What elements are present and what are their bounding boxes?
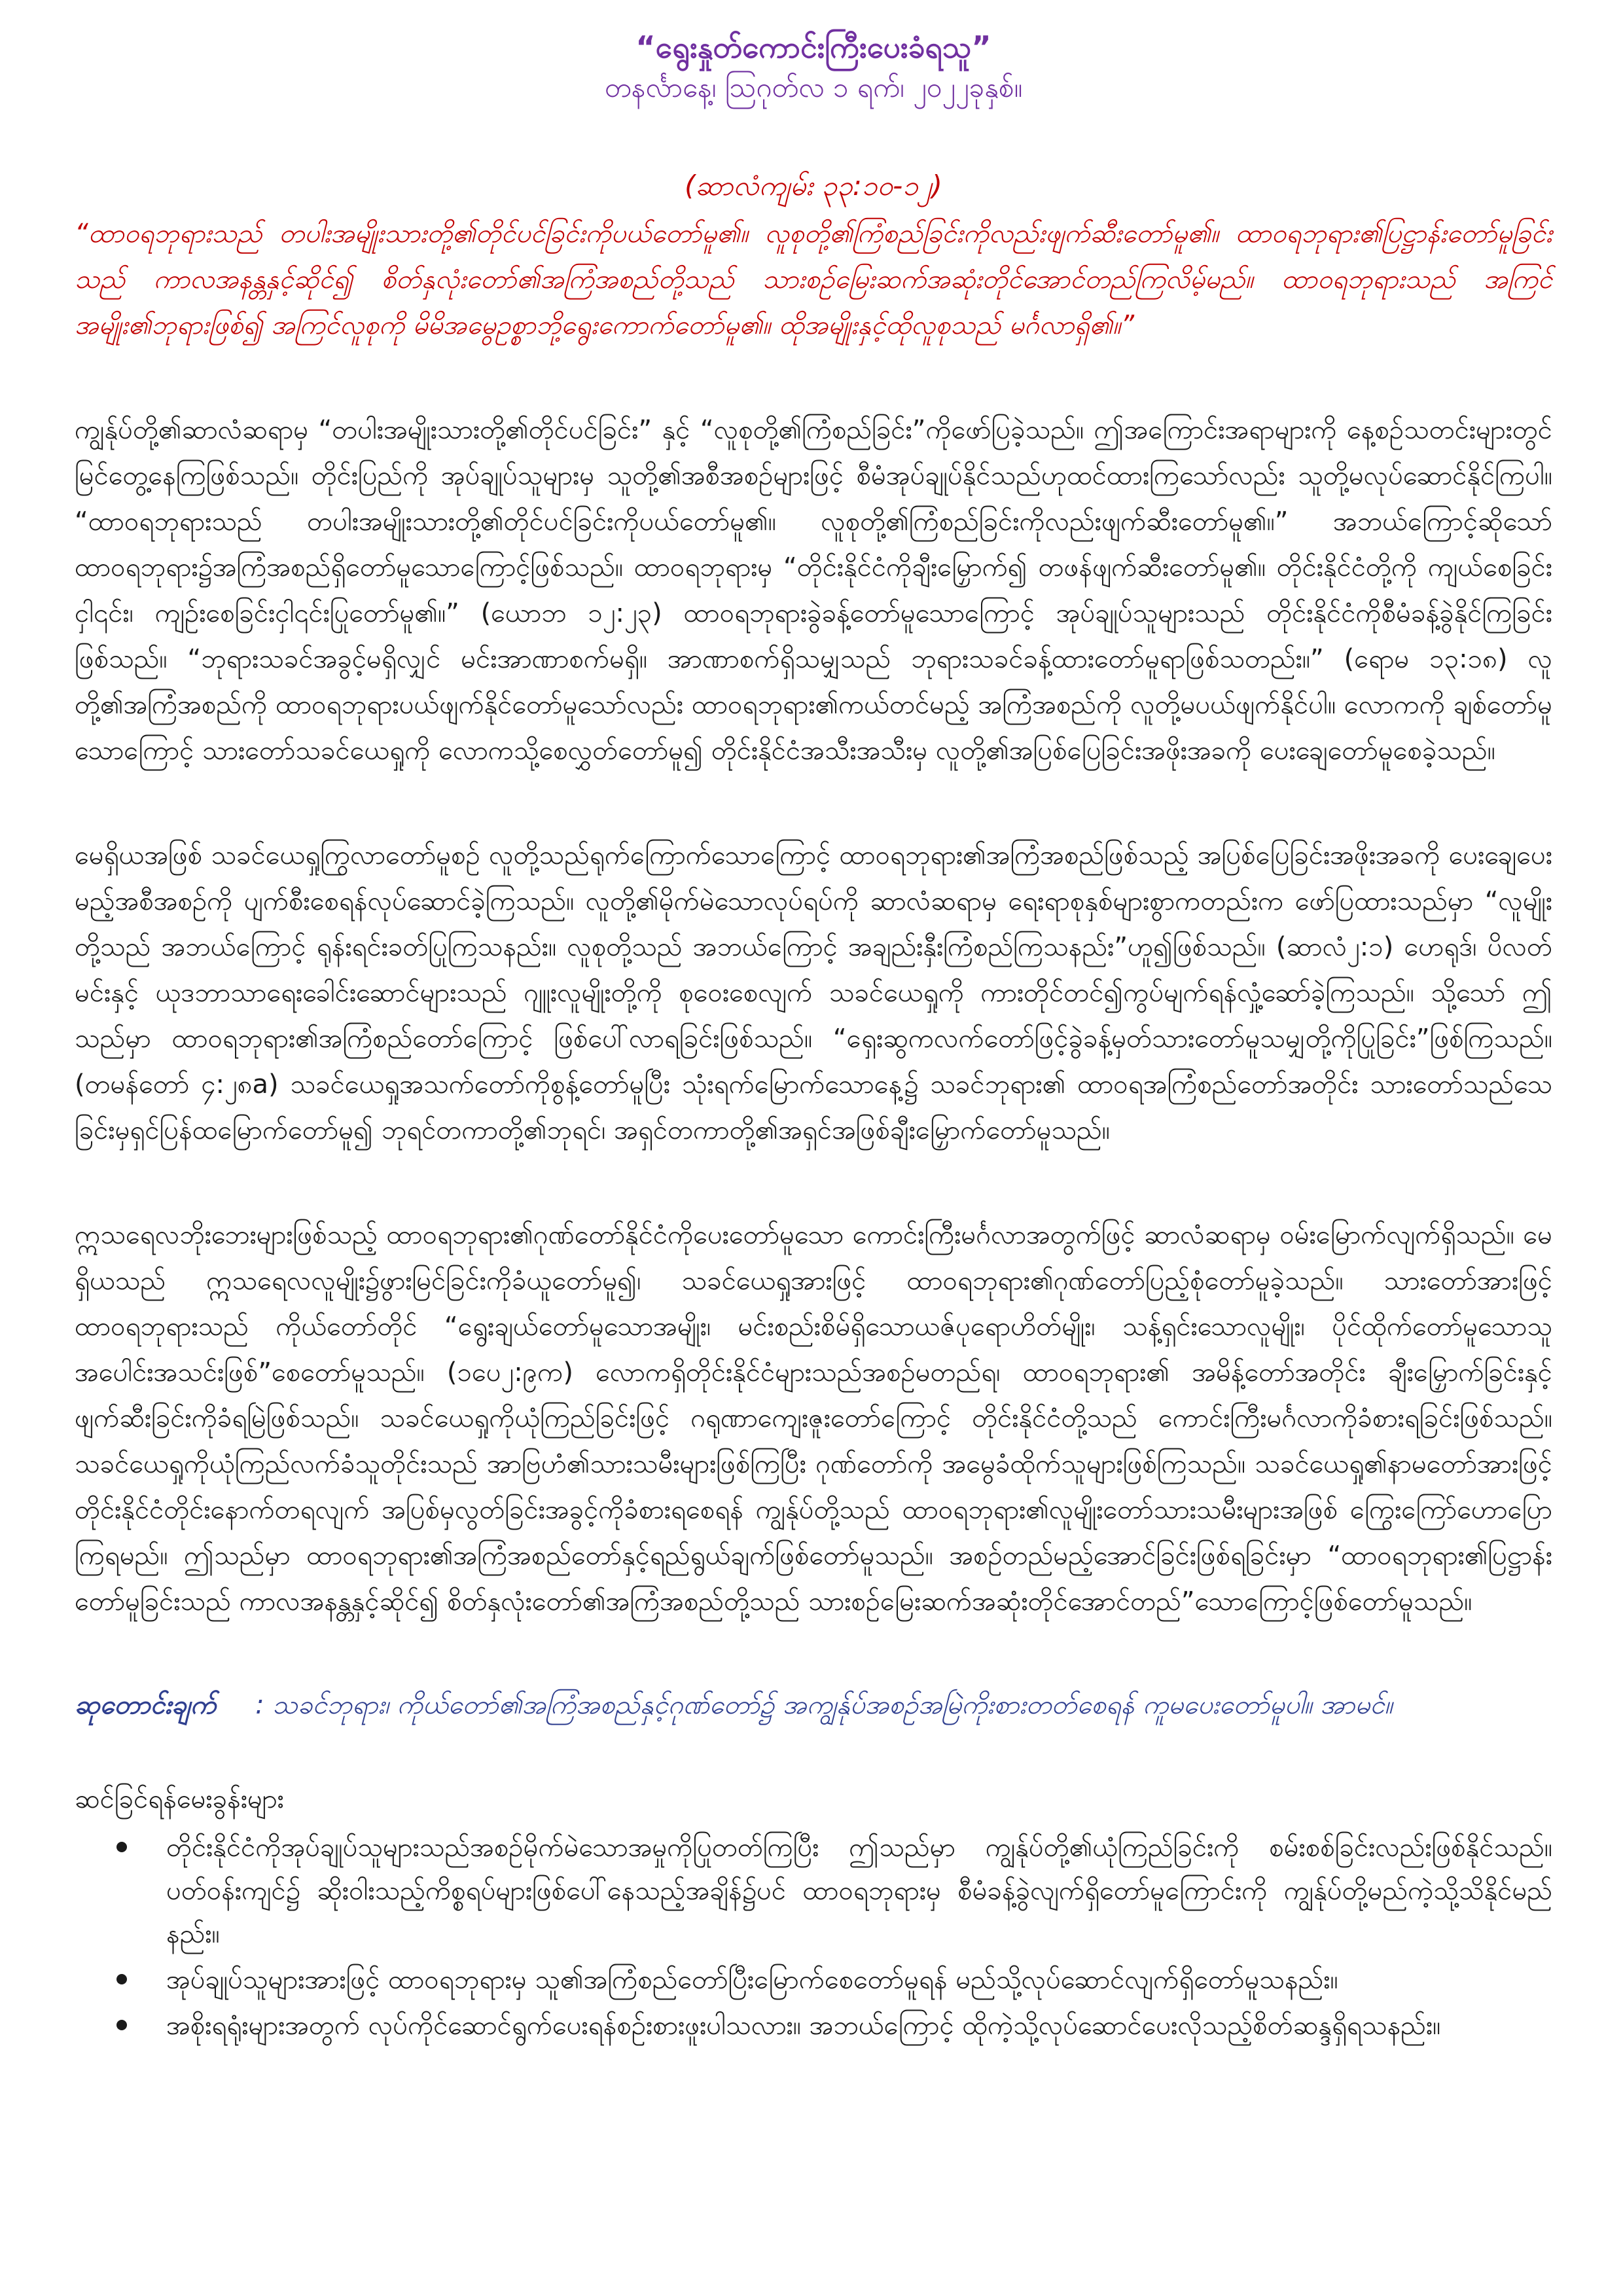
- question-item: [101, 1958, 1552, 2001]
- body-paragraph: ဣသရေလဘိုးဘေးများဖြစ်သည့် ထာဝရဘုရား၏ဂုဏ်တော်နိုင်ငံကိုပေးတော်မူသော ကောင်းကြီးမင်္ဂလာအတွက်ဖြင့် ဆာလံဆရာမှ ဝမ်းမြောက်လျက်ရှိသည်။ မေရှိယသည် ဣသရေလလူမျိုး၌ဖွားမြင်ခြင်းကိုခံယူတော်မူ၍၊ သခင်ယေရှုအားဖြင့် ထာဝရဘုရား၏ဂုဏ်တော်ပြည့်စုံတော်မူခဲ့သည်။ သားတော်အားဖြင့် ထာဝရဘုရားသည် ကိုယ်တော်တိုင် “ရွေးချယ်တော်မူသောအမျိုး၊ မင်းစည်းစိမ်ရှိသောယဇ်ပုရောဟိတ်မျိုး၊ သန့်ရှင်းသောလူမျိုး၊ ပိုင်ထိုက်တော်မူသောသူအပေါင်းအသင်းဖြစ်”စေတော်မူသည်။ (၁ပေ၂:၉က) လောကရှိတိုင်းနိုင်ငံများသည်အစဉ်မတည်ရ၊ ထာဝရဘုရား၏ အမိန့်တော်အတိုင်း ချီးမြှောက်ခြင်းနှင့်ဖျက်ဆီးခြင်းကိုခံရမြဲဖြစ်သည်။ သခင်ယေရှုကိုယုံကြည်ခြင်းဖြင့် ဂရုဏာကျေးဇူးတော်ကြောင့် တိုင်းနိုင်ငံတို့သည် ကောင်းကြီးမင်္ဂလာကိုခံစားရခြင်းဖြစ်သည်။ သခင်ယေရှုကိုယုံကြည်လက်ခံသူတိုင်းသည် အာဗြဟံ၏သားသမီးများဖြစ်ကြပြီး ဂုဏ်တော်ကို အမွေခံထိုက်သူများဖြစ်ကြသည်။ သခင်ယေရှု၏နာမတော်အားဖြင့် တိုင်းနိုင်ငံတိုင်းနောက်တရလျက် အပြစ်မှလွတ်ခြင်းအခွင့်ကိုခံစားရစေရန် ကျွန်ုပ်တို့သည် ထာဝရဘုရား၏လူမျိုးတော်သားသမီးများအဖြစ် ကြွေးကြော်ဟောပြောကြရမည်။ ဤသည်မှာ ထာဝရဘုရား၏အကြံအစည်တော်နှင့်ရည်ရွယ်ချက်ဖြစ်တော်မူသည်။ အစဉ်တည်မည့်အောင်ခြင်းဖြစ်ရခြင်းမှာ “ထာဝရဘုရား၏ပြဋ္ဌာန်းတော်မူခြင်းသည် ကာလအနန္တနှင့်ဆိုင်၍ စိတ်နှလုံးတော်၏အကြံအစည်တို့သည် သားစဉ်မြေးဆက်အဆုံးတိုင်အောင်တည်”သောကြောင့်ဖြစ်တော်မူသည်။: [75, 1220, 1552, 1617]
- body-paragraph: ကျွန်ုပ်တို့၏ဆာလံဆရာမှ “တပါးအမျိုးသားတို့၏တိုင်ပင်ခြင်း” နှင့် “လူစုတို့၏ကြံစည်ခြင်း”ကိုဖော်ပြခဲ့သည်။ ဤအကြောင်းအရာများကို နေ့စဉ်သတင်းများတွင်မြင်တွေ့နေကြဖြစ်သည်။ တိုင်းပြည်ကို အုပ်ချုပ်သူများမှ သူတို့၏အစီအစဉ်များဖြင့် စီမံအုပ်ချုပ်နိုင်သည်ဟုထင်ထားကြသော်လည်း သူတို့မလုပ်ဆောင်နိုင်ကြပါ။ “ထာဝရဘုရားသည် တပါးအမျိုးသားတို့၏တိုင်ပင်ခြင်းကိုပယ်တော်မူ၏။ လူစုတို့၏ကြံစည်ခြင်းကိုလည်းဖျက်ဆီးတော်မူ၏။” အဘယ်ကြောင့်ဆိုသော် ထာဝရဘုရား၌အကြံအစည်ရှိတော်မူသောကြောင့်ဖြစ်သည်။ ထာဝရဘုရားမှ “တိုင်းနိုင်ငံကိုချီးမြှောက်၍ တဖန်ဖျက်ဆီးတော်မူ၏။ တိုင်းနိုင်ငံတို့ကို ကျယ်စေခြင်းငှါ၎င်း၊ ကျဉ်းစေခြင်းငှါ၎င်းပြုတော်မူ၏။” (ယောဘ ၁၂:၂၃) ထာဝရဘုရားခွဲခန့်တော်မူသောကြောင့် အုပ်ချုပ်သူများသည် တိုင်းနိုင်ငံကိုစီမံခန့်ခွဲနိုင်ကြခြင်းဖြစ်သည်။ “ဘုရားသခင်အခွင့်မရှိလျှင် မင်းအာဏာစက်မရှိ။ အာဏာစက်ရှိသမျှသည် ဘုရားသခင်ခန့်ထားတော်မူရာဖြစ်သတည်း။” (ရောမ ၁၃:၁၈) လူတို့၏အကြံအစည်ကို ထာဝရဘုရားပယ်ဖျက်နိုင်တော်မူသော်လည်း ထာဝရဘုရား၏ကယ်တင်မည့် အကြံအစည်ကို လူတို့မပယ်ဖျက်နိုင်ပါ။ လောကကို ချစ်တော်မူသောကြောင့် သားတော်သခင်ယေရှုကို လောကသို့စေလွှတ်တော်မူ၍ တိုင်းနိုင်ငံအသီးအသီးမှ လူတို့၏အပြစ်ပြေခြင်းအဖိုးအခကို ပေးချေတော်မူစေခဲ့သည်။: [75, 415, 1552, 766]
- question-text: တိုင်းနိုင်ငံကိုအုပ်ချုပ်သူများသည်အစဉ်မိုက်မဲသောအမှုကိုပြုတတ်ကြပြီး ဤသည်မှာ ကျွန်ုပ်တို့၏ယုံကြည်ခြင်းကို စမ်းစစ်ခြင်းလည်းဖြစ်နိုင်သည်။ ပတ်ဝန်းကျင်၌ ဆိုးဝါးသည့်ကိစ္စရပ်များဖြစ်ပေါ်နေသည့်အချိန်၌ပင် ထာဝရဘုရားမှ စီမံခန့်ခွဲလျက်ရှိတော်မူကြောင်းကို ကျွန်ုပ်တို့မည်ကဲ့သို့သိနိုင်မည်နည်း။: [166, 1833, 1552, 1949]
- question-item: [101, 1826, 1552, 1956]
- page-date: တနင်္လာနေ့၊ ဩဂုတ်လ ၁ ရက်၊ ၂၀၂၂ခုနှစ်။: [604, 71, 1023, 103]
- body-paragraph: မေရှိယအဖြစ် သခင်ယေရှုကြွလာတော်မူစဉ် လူတို့သည်ရုက်ကြောက်သောကြောင့် ထာဝရဘုရား၏အကြံအစည်ဖြစ်သည့် အပြစ်ပြေခြင်းအဖိုးအခကို ပေးချေပေးမည့်အစီအစဉ်ကို ပျက်စီးစေရန်လုပ်ဆောင်ခဲ့ကြသည်။ လူတို့၏မိုက်မဲသောလုပ်ရပ်ကို ဆာလံဆရာမှ ရေးရာစုနှစ်များစွာကတည်းက ဖော်ပြထားသည်မှာ “လူမျိုးတို့သည် အဘယ်ကြောင့် ရုန်းရင်းခတ်ပြုကြသနည်း။ လူစုတို့သည် အဘယ်ကြောင့် အချည်းနှီးကြံစည်ကြသနည်း”ဟူ၍ဖြစ်သည်။ (ဆာလံ၂:၁) ဟေရုဒ်၊ ပိလတ်မင်းနှင့် ယုဒဘာသာရေးခေါင်းဆောင်များသည် ဂျူးလူမျိုးတို့ကို စုဝေးစေလျက် သခင်ယေရှုကို ကားတိုင်တင်၍ကွပ်မျက်ရန်လှုံ့ဆော်ခဲ့ကြသည်။ သို့သော် ဤသည်မှာ ထာဝရဘုရား၏အကြံစည်တော်ကြောင့် ဖြစ်ပေါ်လာရခြင်းဖြစ်သည်။ “ရှေးဆွကလက်တော်ဖြင့်ခွဲခန့်မှတ်သားတော်မူသမျှတို့ကိုပြုခြင်း”ဖြစ်ကြသည်။ (တမန်တော် ၄:၂၈a) သခင်ယေရှုအသက်တော်ကိုစွန့်တော်မူပြီး သုံးရက်မြောက်သောနေ့၌ သခင်ဘုရား၏ ထာဝရအကြံစည်တော်အတိုင်း သားတော်သည်သေခြင်းမှရှင်ပြန်ထမြောက်တော်မူ၍ ဘုရင်တကာတို့၏ဘုရင်၊ အရှင်တကာတို့၏အရှင်အဖြစ်ချီးမြှောက်တော်မူသည်။: [75, 840, 1552, 1145]
- prayer-text: : သခင်ဘုရား၊ ကိုယ်တော်၏အကြံအစည်နှင့်ဂုဏ်တော်၌ အကျွန်ုပ်အစဉ်အမြဲကိုးစားတတ်စေရန် ကူမပေးတော်မူပါ။ အာမင်။: [255, 1690, 1393, 1720]
- bullet-icon: [116, 1974, 127, 1984]
- prayer: [75, 1683, 1552, 1727]
- bullet-icon: [116, 2020, 127, 2030]
- prayer-label: ဆုတောင်းချက်: [75, 1690, 217, 1720]
- question-text: အုပ်ချုပ်သူများအားဖြင့် ထာဝရဘုရားမှ သူ၏အကြံစည်တော်ပြီးမြောက်စေတော်မူရန် မည်သို့လုပ်ဆောင်လျက်ရှိတော်မူသနည်း။: [166, 1965, 1338, 1995]
- scripture-reference: (ဆာလံကျမ်း ၃၃:၁၀-၁၂): [685, 170, 942, 202]
- bullet-icon: [116, 1842, 127, 1852]
- question-text: အစိုးရရုံးများအတွက် လုပ်ကိုင်ဆောင်ရွက်ပေးရန်စဉ်းစားဖူးပါသလား။ အဘယ်ကြောင့် ထိုကဲ့သို့လုပ်ဆောင်ပေးလိုသည့်စိတ်ဆန္ဒရှိရသနည်း။: [166, 2011, 1441, 2041]
- questions-list: [75, 1826, 1552, 2047]
- question-item: [101, 2004, 1552, 2047]
- scripture-quote: “ထာဝရဘုရားသည် တပါးအမျိုးသားတို့၏တိုင်ပင်ခြင်းကိုပယ်တော်မူ၏။ လူစုတို့၏ကြံစည်ခြင်းကိုလည်းဖျက်ဆီးတော်မူ၏။ ထာဝရဘုရား၏ပြဋ္ဌာန်းတော်မူခြင်းသည် ကာလအနန္တနှင့်ဆိုင်၍ စိတ်နှလုံးတော်၏အကြံအစည်တို့သည် သားစဉ်မြေးဆက်အဆုံးတိုင်အောင်တည်ကြလိမ့်မည်။ ထာဝရဘုရားသည် အကြင်အမျိုး၏ဘုရားဖြစ်၍ အကြင်လူစုကို မိမိအမွေဥစ္စာဘို့ရွေးကောက်တော်မူ၏။ ထိုအမျိုးနှင့်ထိုလူစုသည် မင်္ဂလာရှိ၏။”: [75, 219, 1552, 340]
- questions-title: ဆင်ခြင်ရန်မေးခွန်းများ: [75, 1784, 284, 1814]
- page-title: “ရွေးနှုတ်ကောင်းကြီးပေးခံရသူ”: [635, 29, 991, 65]
